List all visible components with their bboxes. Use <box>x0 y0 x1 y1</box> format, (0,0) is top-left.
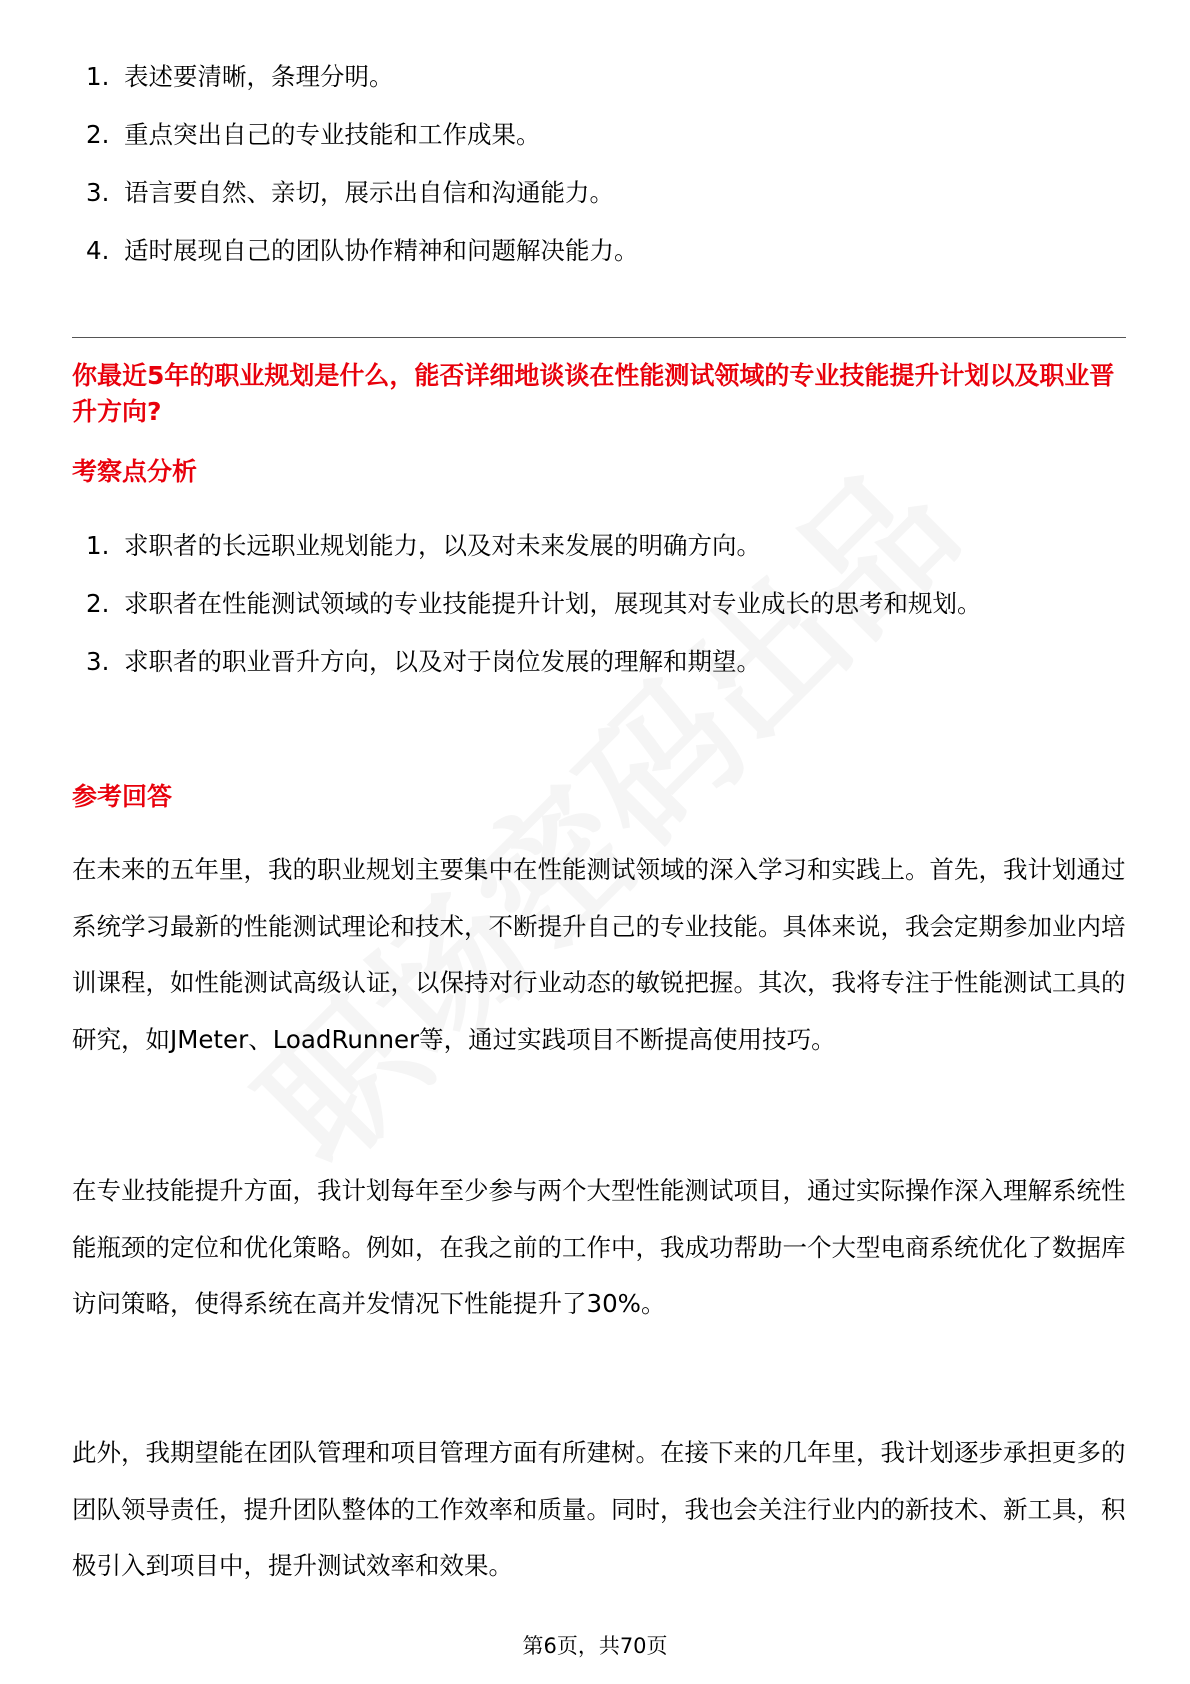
page-footer: 第6页，共70页 <box>522 1634 668 1658</box>
list-item-text: 求职者的职业晋升方向，以及对于岗位发展的理解和期望。 <box>124 647 761 676</box>
list-item-text: 求职者在性能测试领域的专业技能提升计划，展现其对专业成长的思考和规划。 <box>124 589 982 618</box>
list-item-number: 1. <box>86 531 110 560</box>
list-item-number: 1. <box>86 62 110 91</box>
list-item-number: 3. <box>86 647 110 676</box>
list-item-text: 求职者的长远职业规划能力，以及对未来发展的明确方向。 <box>124 531 761 560</box>
list-item <box>72 164 1122 222</box>
list-item-number: 2. <box>86 120 110 149</box>
list-item <box>72 575 1122 633</box>
list-item <box>72 633 1122 691</box>
list-item <box>72 222 1122 280</box>
list-item-text: 重点突出自己的专业技能和工作成果。 <box>124 120 541 149</box>
list-item <box>72 517 1122 575</box>
list-item-text: 适时展现自己的团队协作精神和问题解决能力。 <box>124 236 639 265</box>
answer-paragraph: 在未来的五年里，我的职业规划主要集中在性能测试领域的深入学习和实践上。首先，我计划通过系统学习最新的性能测试理论和技术，不断提升自己的专业技能。具体来说，我会定期参加业内培训课程，如性能测试高级认证，以保持对行业动态的敏锐把握。其次，我将专注于性能测试工具的研究，如JMeter、LoadRunner等，通过实践项目不断提高使用技巧。 <box>72 855 1126 1054</box>
answer-heading: 参考回答 <box>72 782 173 811</box>
question-title: 你最近5年的职业规划是什么，能否详细地谈谈在性能测试领域的专业技能提升计划以及职业晋升方向? <box>72 361 1115 426</box>
intro-list <box>72 48 1122 280</box>
section-divider <box>72 337 1126 338</box>
analysis-heading: 考察点分析 <box>72 457 198 486</box>
list-item-number: 4. <box>86 236 110 265</box>
list-item-text: 表述要清晰，条理分明。 <box>124 62 394 91</box>
list-item-text: 语言要自然、亲切，展示出自信和沟通能力。 <box>124 178 614 207</box>
answer-paragraph: 此外，我期望能在团队管理和项目管理方面有所建树。在接下来的几年里，我计划逐步承担更多的团队领导责任，提升团队整体的工作效率和质量。同时，我也会关注行业内的新技术、新工具，积极引入到项目中，提升测试效率和效果。 <box>72 1438 1126 1580</box>
list-item-number: 2. <box>86 589 110 618</box>
list-item <box>72 106 1122 164</box>
analysis-list <box>72 517 1122 691</box>
answer-paragraph: 在专业技能提升方面，我计划每年至少参与两个大型性能测试项目，通过实际操作深入理解系统性能瓶颈的定位和优化策略。例如，在我之前的工作中，我成功帮助一个大型电商系统优化了数据库访问策略，使得系统在高并发情况下性能提升了30%。 <box>72 1176 1126 1318</box>
list-item <box>72 48 1122 106</box>
list-item-number: 3. <box>86 178 110 207</box>
